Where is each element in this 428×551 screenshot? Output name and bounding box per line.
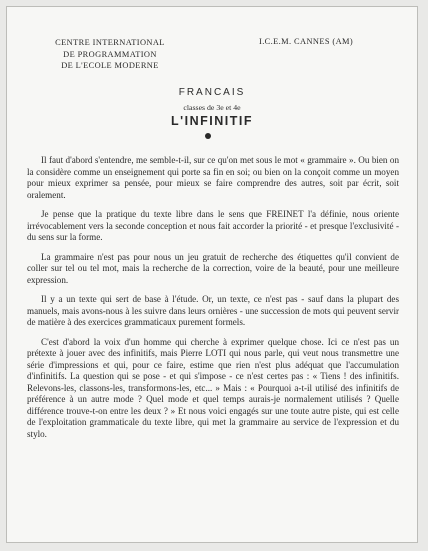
organization-header (25, 37, 195, 72)
paragraph-1: Il faut d'abord s'entendre, me semble-t-il, sur ce qu'on met sous le mot « grammaire ». Ou bien on la considère comme un enseignement qui porte sa fin en soi; ou bien on la conçoit comme un moyen pour mieux exprimer sa pensée, pour mieux se faire comprendre des autres, soit par écrit, soit oralement. (27, 155, 399, 200)
document-page (6, 6, 418, 543)
classes-subheading: classes de 3e et 4e (183, 103, 241, 112)
organization-line-1: CENTRE INTERNATIONAL (55, 38, 165, 47)
bullet-dot-icon (205, 133, 211, 139)
organization-line-3: DE L'ECOLE MODERNE (61, 61, 159, 70)
paragraph-5: C'est d'abord la voix d'un homme qui cherche à exprimer quelque chose. Ici ce n'est pas un prétexte à jouer avec des infinitifs, mais Pierre LOTI qui nous parle, qui veut nous transmettre une série d'impressions et qui, pour ce faire, estime que rien n'est plus adéquat que l'accumulation d'infinitifs. La question qui se pose - et qui s'impose - ce n'est certes pas : « Tiens ! des infinitifs. Relevons-les, classons-les, transformons-les, etc... » Mais : « Pourquoi a-t-il utilisé des infinitifs de préférence à un autre mode ? Quel mode et quel temps aurais-je normalement utilisés ? Quelle différence trouve-t-on entre les deux ? » Et nous voici engagés sur une toute autre piste, qui est celle de l'exploitation grammaticale du texte libre, qui met la grammaire au service de l'expression et du stylo. (27, 336, 399, 439)
organization-line-2: DE PROGRAMMATION (63, 49, 157, 59)
paragraph-3: La grammaire n'est pas pour nous un jeu gratuit de recherche des étiquettes qu'il convient de coller sur tel ou tel mot, mais la recherche de la correction, voire de la beauté, pour une meilleure expression. (27, 251, 399, 285)
document-body (27, 155, 399, 440)
subject-heading: FRANCAIS (178, 87, 246, 98)
page-title: L'INFINITIF (171, 114, 253, 128)
paragraph-4: Il y a un texte qui sert de base à l'étude. Or, un texte, ce n'est pas - sauf dans la plupart des manuels, mais avons-nous à les suivre dans leurs ornières - une succession de mots qui peuvent servir de matière à des exercices grammaticaux purement formels. (27, 294, 399, 327)
location-header: I.C.E.M. CANNES (AM) (259, 37, 354, 46)
paragraph-2: Je pense que la pratique du texte libre dans le sens que FREINET l'a définie, nous oriente irrévocablement vers la seconde conception et nous fait accorder la priorité - et presque l'exclusivité - du sens sur la forme. (27, 209, 399, 242)
